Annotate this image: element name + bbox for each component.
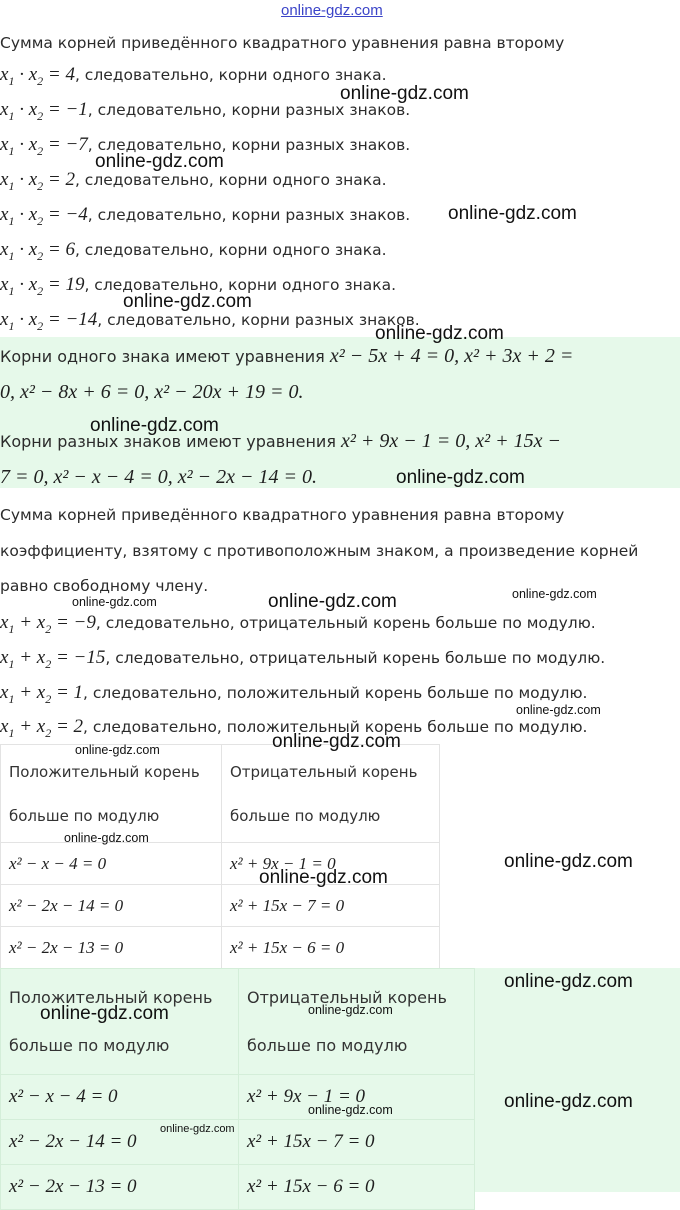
sum-row: $x_1 + x_2 = 1$, следовательно, положительный корень больше по модулю. bbox=[0, 682, 588, 706]
watermark: online-gdz.com bbox=[448, 203, 577, 224]
table-row bbox=[1, 1075, 475, 1120]
watermark: online-gdz.com bbox=[504, 851, 633, 872]
product-row: $x_1 \cdot x_2 = -14$, следовательно, корни разных знаков. bbox=[0, 309, 420, 333]
table-cell: x² − 2x − 13 = 0 bbox=[1, 1165, 239, 1210]
header-cell: Отрицательный корень больше по модулю bbox=[239, 969, 475, 1075]
diff-sign-line-2: 7 = 0, x² − x − 4 = 0, x² − 2x − 14 = 0. bbox=[0, 466, 317, 488]
watermark: online-gdz.com bbox=[504, 1091, 633, 1112]
watermark: online-gdz.com bbox=[123, 291, 252, 312]
watermark: online-gdz.com bbox=[160, 1123, 235, 1135]
header-cell: Положительный корень больше по модулю bbox=[1, 745, 222, 843]
table-cell: x² − 2x − 14 = 0 bbox=[1, 885, 222, 927]
watermark: online-gdz.com bbox=[504, 971, 633, 992]
watermark: online-gdz.com bbox=[308, 1003, 393, 1017]
top-watermark-link[interactable]: onlіne-gdz.com bbox=[281, 2, 383, 19]
watermark: online-gdz.com bbox=[272, 731, 401, 752]
table-cell: x² + 15x − 6 = 0 bbox=[222, 927, 440, 969]
watermark: online-gdz.com bbox=[375, 323, 504, 344]
table-cell: x² + 15x − 7 = 0 bbox=[222, 885, 440, 927]
table-header-row bbox=[1, 745, 440, 843]
sum-row: $x_1 + x_2 = -9$, следовательно, отрицательный корень больше по модулю. bbox=[0, 612, 596, 636]
paragraph-line: равно свободному члену. bbox=[0, 577, 209, 595]
header-cell: Положительный корень больше по модулю bbox=[1, 969, 239, 1075]
watermark: online-gdz.com bbox=[268, 591, 397, 612]
header-cell: Отрицательный корень больше по модулю bbox=[222, 745, 440, 843]
watermark: online-gdz.com bbox=[516, 703, 601, 717]
product-row: $x_1 \cdot x_2 = 4$, следовательно, корни одного знака. bbox=[0, 64, 387, 88]
product-row: $x_1 \cdot x_2 = 19$, следовательно, корни одного знака. bbox=[0, 274, 397, 298]
product-row: $x_1 \cdot x_2 = -1$, следовательно, корни разных знаков. bbox=[0, 99, 411, 123]
table-cell: x² + 9x − 1 = 0 bbox=[222, 843, 440, 885]
table-cell: x² + 15x − 6 = 0 bbox=[239, 1165, 475, 1210]
product-row: $x_1 \cdot x_2 = 2$, следовательно, корни одного знака. bbox=[0, 169, 387, 193]
paragraph-line: Сумма корней приведённого квадратного уравнения равна второму bbox=[0, 506, 565, 524]
product-row: $x_1 \cdot x_2 = 6$, следовательно, корни одного знака. bbox=[0, 239, 387, 263]
product-row: $x_1 \cdot x_2 = -7$, следовательно, корни разных знаков. bbox=[0, 134, 411, 158]
table-row bbox=[1, 1165, 475, 1210]
watermark: online-gdz.com bbox=[340, 83, 469, 104]
watermark: online-gdz.com bbox=[512, 587, 597, 601]
table-cell: x² − 2x − 14 = 0 bbox=[1, 1120, 239, 1165]
watermark: online-gdz.com bbox=[75, 743, 160, 757]
product-row: $x_1 \cdot x_2 = -4$, следовательно, корни разных знаков. bbox=[0, 204, 411, 228]
table-row bbox=[1, 885, 440, 927]
table-cell: x² − x − 4 = 0 bbox=[1, 843, 222, 885]
same-sign-line-2: 0, x² − 8x + 6 = 0, x² − 20x + 19 = 0. bbox=[0, 381, 304, 403]
table-cell: x² − 2x − 13 = 0 bbox=[1, 927, 222, 969]
watermark: online-gdz.com bbox=[40, 1003, 169, 1024]
table-cell: x² + 15x − 7 = 0 bbox=[239, 1120, 475, 1165]
table-cell: x² + 9x − 1 = 0 bbox=[239, 1075, 475, 1120]
table-row bbox=[1, 927, 440, 969]
watermark: online-gdz.com bbox=[64, 831, 149, 845]
paragraph-line: коэффициенту, взятому с противоположным знаком, а произведение корней bbox=[0, 542, 639, 560]
watermark: online-gdz.com bbox=[72, 595, 157, 609]
table-row bbox=[1, 1120, 475, 1165]
roots-table bbox=[0, 744, 440, 969]
watermark: online-gdz.com bbox=[308, 1103, 393, 1117]
diff-sign-line-1: Корни разных знаков имеют уравнения x² + 9x − 1 = 0, x² + 15x − bbox=[0, 430, 562, 452]
same-sign-line-1: Корни одного знака имеют уравнения x² − 5x + 4 = 0, x² + 3x + 2 = bbox=[0, 345, 574, 367]
table-cell: x² − x − 4 = 0 bbox=[1, 1075, 239, 1120]
conclusion-box bbox=[0, 337, 680, 488]
watermark: online-gdz.com bbox=[95, 151, 224, 172]
watermark: online-gdz.com bbox=[259, 867, 388, 888]
sum-row: $x_1 + x_2 = -15$, следовательно, отрицательный корень больше по модулю. bbox=[0, 647, 606, 671]
watermark: online-gdz.com bbox=[396, 467, 525, 488]
watermark: online-gdz.com bbox=[90, 415, 219, 436]
sum-row: $x_1 + x_2 = 2$, следовательно, положительный корень больше по модулю. bbox=[0, 716, 588, 740]
intro-text: Сумма корней приведённого квадратного уравнения равна второму bbox=[0, 34, 565, 52]
